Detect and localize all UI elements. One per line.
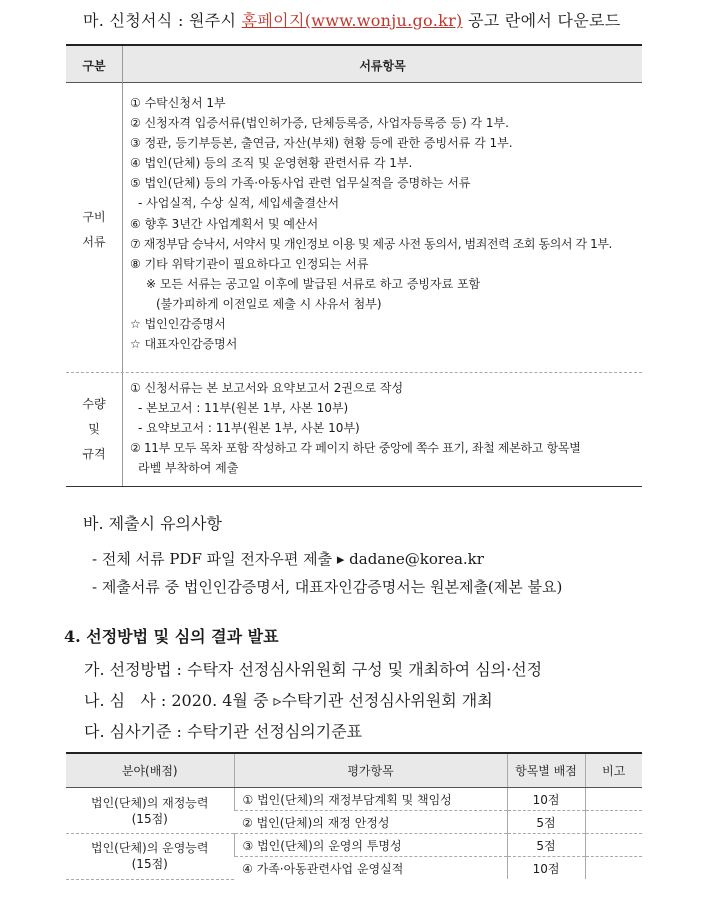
points-cell: 10점: [507, 857, 585, 880]
group-name: 법인(단체)의 재정능력: [90, 795, 209, 810]
table1-row-divider: [66, 372, 642, 373]
points-cell: 10점: [507, 788, 585, 811]
list-item: (불가피하게 이전일로 제출 시 사유서 첨부): [156, 296, 382, 311]
note-cell: [585, 857, 642, 880]
table1-row2-items: [130, 378, 580, 478]
list-item: ② 11부 모두 목차 포함 작성하고 각 페이지 하단 중앙에 쪽수 표기, 좌철 제본하고 항목별: [130, 441, 581, 456]
list-item: ⑦ 재정부담 승낙서, 서약서 및 개인정보 이용 및 제공 사전 동의서, 범죄전력 조회 동의서 각 1부.: [130, 236, 612, 251]
group-score: (15점): [131, 811, 168, 826]
note-cell: [585, 788, 642, 811]
list-item: 가. 선정방법 : 수탁자 선정심사위원회 구성 및 개최하여 심의·선정: [84, 660, 543, 679]
section-ba-title: 바. 제출시 유의사항: [83, 514, 222, 533]
section-ba-bullets: [92, 545, 562, 601]
table2-header-note: 비고: [585, 753, 642, 788]
points-cell: 5점: [507, 811, 585, 834]
group-cell: [66, 788, 234, 834]
group-cell: [66, 834, 234, 880]
table-row: [66, 788, 642, 811]
category-line: 구비: [82, 210, 106, 224]
list-item: ⑤ 법인(단체) 등의 가족·아동사업 관련 업무실적을 증명하는 서류: [130, 176, 471, 191]
table1-row2-category: [66, 392, 122, 467]
table2-header-points: 항목별 배점: [507, 753, 585, 788]
item-cell: ① 법인(단체)의 재정부담계획 및 책임성: [234, 788, 507, 811]
note-cell: [585, 811, 642, 834]
table2-header-field: 분야(배점): [66, 753, 234, 788]
list-item: ③ 정관, 등기부등본, 출연금, 자산(부채) 현황 등에 관한 증빙서류 각 1부.: [130, 136, 513, 151]
list-item: ☆ 법인인감증명서: [130, 317, 226, 332]
table1-header-category: 구분: [82, 59, 106, 73]
list-item: ① 신청서류는 본 보고서와 요약보고서 2권으로 작성: [130, 381, 404, 395]
category-line: 수량: [82, 397, 106, 411]
section4-title: 4. 선정방법 및 심의 결과 발표: [64, 627, 279, 646]
list-item: - 제출서류 중 법인인감증명서, 대표자인감증명서는 원본제출(제본 불요): [92, 578, 563, 596]
table-row: [66, 834, 642, 857]
list-item: ※ 모든 서류는 공고일 이후에 발급된 서류로 하고 증빙자료 포함: [146, 276, 481, 291]
list-item: 나. 심 사 : 2020. 4월 중 ▹수탁기관 선정심사위원회 개최: [84, 691, 493, 710]
table2-header-item: 평가항목: [234, 753, 507, 788]
list-item: ⑥ 향후 3년간 사업계획서 및 예산서: [130, 216, 319, 231]
list-item: ⑧ 기타 위탁기관이 필요하다고 인정되는 서류: [130, 256, 369, 271]
table1-row1-items: [130, 93, 612, 354]
list-item: 라벨 부착하여 제출: [138, 461, 239, 476]
list-item: - 전체 서류 PDF 파일 전자우편 제출 ▸ dadane@korea.kr: [92, 550, 484, 568]
note-cell: [585, 834, 642, 857]
list-item: ② 신청자격 입증서류(법인허가증, 단체등록증, 사업자등록증 등) 각 1부.: [130, 116, 509, 131]
table1-row1-category: [66, 205, 122, 255]
homepage-link[interactable]: 홈페이지(www.wonju.go.kr): [241, 11, 463, 30]
list-item: - 사업실적, 수상 실적, 세입세출결산서: [138, 196, 340, 211]
section4-items: [84, 654, 542, 747]
points-cell: 5점: [507, 834, 585, 857]
application-form-line: [83, 8, 621, 31]
group-name: 법인(단체)의 운영능력: [90, 841, 209, 856]
list-item: ④ 법인(단체) 등의 조직 및 운영현황 관련서류 각 1부.: [130, 156, 413, 171]
evaluation-table: [66, 752, 642, 880]
group-score: (15점): [131, 857, 168, 872]
list-item: - 요약보고서 : 11부(원본 1부, 사본 10부): [138, 421, 360, 436]
table1-header-items: 서류항목: [359, 59, 406, 73]
item-cell: ③ 법인(단체)의 운영의 투명성: [234, 834, 507, 857]
item-cell: ④ 가족·아동관련사업 운영실적: [242, 861, 404, 876]
category-line: 규격: [82, 447, 106, 461]
item-cell: ② 법인(단체)의 재정 안정성: [234, 811, 507, 834]
list-item: - 본보고서 : 11부(원본 1부, 사본 10부): [138, 401, 349, 416]
application-form-text: 마. 신청서식 : 원주시: [83, 11, 242, 30]
table1-column-divider: [122, 46, 123, 487]
list-item: ① 수탁신청서 1부: [130, 96, 226, 110]
list-item: 다. 심사기준 : 수탁기관 선정심의기준표: [84, 722, 363, 741]
category-line: 서류: [82, 235, 106, 249]
category-line: 및: [88, 422, 100, 436]
list-item: ☆ 대표자인감증명서: [130, 337, 238, 352]
table1-bottom-rule: [66, 486, 642, 487]
application-form-suffix: 공고 란에서 다운로드: [462, 11, 621, 30]
